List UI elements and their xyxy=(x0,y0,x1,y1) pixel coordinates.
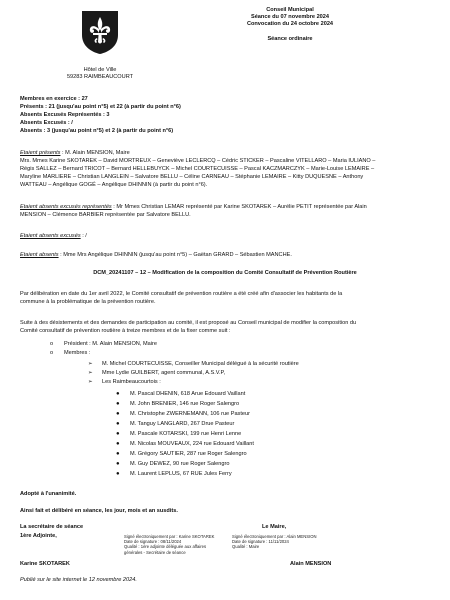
presents-mayor: : M. Alain MENSION, Maire xyxy=(60,150,130,156)
secretary-title: La secrétaire de séance xyxy=(20,524,84,530)
presents-line: Régis SALLEZ – Bernard TRICOT – Bernard HELLEBUYCK – Michel COURTECUISSE – Pascal KACZMARCZYK – Marie-Louise LEMAIRE – xyxy=(20,166,375,172)
bullet-dot-icon: ● xyxy=(116,471,120,477)
signature-line: Date de signature : 11/11/2024 xyxy=(232,539,289,545)
resident-item: M. Tanguy LANGLARD, 267 Drue Pasteur xyxy=(130,421,235,427)
resident-item: M. Grégory SAUTIER, 287 rue Roger Salengro xyxy=(130,451,247,457)
bullet-dot-icon: ● xyxy=(116,421,120,427)
signature-line: Date de signature : 08/11/2024 xyxy=(124,539,182,545)
townhall-address: 59283 RAIMBEAUCOURT xyxy=(66,74,134,80)
absent-count: Absents : 3 (jusqu'au point n°5) et 2 (à partir du point n°6) xyxy=(20,128,174,134)
paragraph-line: Suite à des désistements et des demandes de participation au comité, il est proposé au Conseil municipal de modifier la composition du xyxy=(20,320,357,326)
represented-label: Etaient absents excusés représentés xyxy=(20,204,112,210)
bullet-arrow-icon: ➢ xyxy=(88,379,93,385)
bullet-circle-icon: o xyxy=(50,341,54,347)
municipal-crest-logo xyxy=(80,9,120,55)
present-count: Présents : 21 (jusqu'au point n°5) et 22 (à partir du point n°6) xyxy=(20,104,181,110)
absent-value: : Mme Mrs Angélique DHINNIN (jusqu'au point n°5) – Gaëtan GRARD – Sébastien MANCHE. xyxy=(58,252,292,258)
presents-line: WATTEAU – Angélique GOGÉ – Angélique DHINNIN (à partir du point n°6). xyxy=(20,182,208,188)
bullet-dot-icon: ● xyxy=(116,411,120,417)
members-count: Membres en exercice : 27 xyxy=(20,96,88,102)
signature-line: Qualité : 1ère adjointe déléguée aux affaires xyxy=(124,544,207,550)
resident-item: M. Nicolas MOUVEAUX, 224 rue Edouard Vaillant xyxy=(130,441,254,447)
mayor-title: Le Maire, xyxy=(262,524,287,530)
signature-line: Signé électroniquement par : Karine SKOTAREK xyxy=(124,534,215,539)
excused-count: Absents Excusés : / xyxy=(20,120,73,126)
resident-item: M. Pascal DHENIN, 618 Arue Edouard Vaillant xyxy=(130,391,246,397)
represented-paragraph xyxy=(20,204,367,211)
resident-item: M. Guy DEWEZ, 90 rue Roger Salengro xyxy=(130,461,230,467)
bullet-arrow-icon: ➢ xyxy=(88,370,93,376)
adoption-statement: Adopté à l'unanimité. xyxy=(20,491,77,497)
represented-line: MENSION – Clémence BARBIER représentée par Salvatore BELLU. xyxy=(20,212,191,218)
session-date: Séance du 07 novembre 2024 xyxy=(250,14,330,20)
members-label: Membres : xyxy=(64,350,91,356)
resident-item: M. Christophe ZWERNEMANN, 106 rue Pasteur xyxy=(130,411,250,417)
member-item: Mme Lydie GUILBERT, agent communal, A.S.V.P, xyxy=(102,370,226,376)
member-item: Les Raimbeaucourtois : xyxy=(102,379,161,385)
mayor-name: Alain MENSION xyxy=(290,561,332,567)
bullet-dot-icon: ● xyxy=(116,451,120,457)
signature-line: Signé électroniquement par : Alain MENSION xyxy=(232,534,317,539)
excused-value: : / xyxy=(80,233,87,239)
paragraph-line: commune à la problématique de la prévention routière. xyxy=(20,299,156,305)
bullet-dot-icon: ● xyxy=(116,401,120,407)
signature-line: Qualité : Maire xyxy=(232,544,260,550)
represented-count: Absents Excusés Représentés : 3 xyxy=(20,112,110,118)
signature-line: générales - Secrétaire de séance xyxy=(124,549,186,555)
absent-label: Etaient absents xyxy=(20,252,59,258)
presents-line: Maryline MARLIERE – Christian LANGLEIN – Salvatore BELLU – Céline CARNEAU – Stéphanie LEMAIRE – Kitty DUQUESNE – Anthony xyxy=(20,174,364,180)
mayor-e-signature xyxy=(232,534,317,550)
bullet-dot-icon: ● xyxy=(116,431,120,437)
bullet-dot-icon: ● xyxy=(116,441,120,447)
session-type: Séance ordinaire xyxy=(267,36,313,42)
bullet-arrow-icon: ➢ xyxy=(88,361,93,367)
secretary-e-signature xyxy=(124,534,214,555)
paragraph-line: Par délibération en date du 1er avril 2022, le Comité consultatif de prévention routière a été créé afin d'associer les habitants de la xyxy=(20,291,343,297)
presents-label: Etaient présents xyxy=(20,150,61,156)
secretary-name: Karine SKOTAREK xyxy=(20,561,70,567)
bullet-dot-icon: ● xyxy=(116,461,120,467)
townhall-label: Hôtel de Ville xyxy=(83,67,117,73)
deliberation-title: DCM_20241107 – 12 – Modification de la composition du Comité Consultatif de Prévention Routière xyxy=(93,270,357,276)
absent-paragraph xyxy=(20,252,292,259)
excused-paragraph xyxy=(20,233,87,240)
presents-line: Mrs. Mmes Karine SKOTAREK – David MORTREUX – Geneviève LECLERCQ – Cédric STICKER – Pascaline VITELLARO – Maria IULIANO – xyxy=(20,158,376,164)
presents-heading xyxy=(20,150,130,157)
council-title: Conseil Municipal xyxy=(266,7,314,13)
excused-label: Etaient absents excusés xyxy=(20,233,81,239)
resident-item: M. Pascale KOTARSKI, 199 rue Henri Lenne xyxy=(130,431,242,437)
president-line: Président : M. Alain MENSION, Maire xyxy=(64,341,157,347)
secretary-role: 1ère Adjointe, xyxy=(20,533,57,539)
resident-item: M. John BRENIER, 146 rue Roger Salengro xyxy=(130,401,240,407)
member-item: M. Michel COURTECUISSE, Conseiller Municipal délégué à la sécurité routière xyxy=(102,361,299,367)
convocation-date: Convocation du 24 octobre 2024 xyxy=(246,21,334,27)
paragraph-line: Comité consultatif de prévention routière à treize membres et de la fixer comme suit : xyxy=(20,328,231,334)
bullet-dot-icon: ● xyxy=(116,391,120,397)
represented-line: : Mr Mmes Christian LEMAR représenté par Karine SKOTAREK – Aurélie PETIT représentée par Alain xyxy=(111,204,367,210)
resident-item: M. Laurent LEPLUS, 67 RUE Jules Ferry xyxy=(130,471,232,477)
closing-statement: Ainsi fait et délibéré en séance, les jour, mois et an susdits. xyxy=(20,508,178,514)
publication-note: Publié sur le site internet le 12 novembre 2024. xyxy=(20,577,137,583)
bullet-circle-icon: o xyxy=(50,350,54,356)
